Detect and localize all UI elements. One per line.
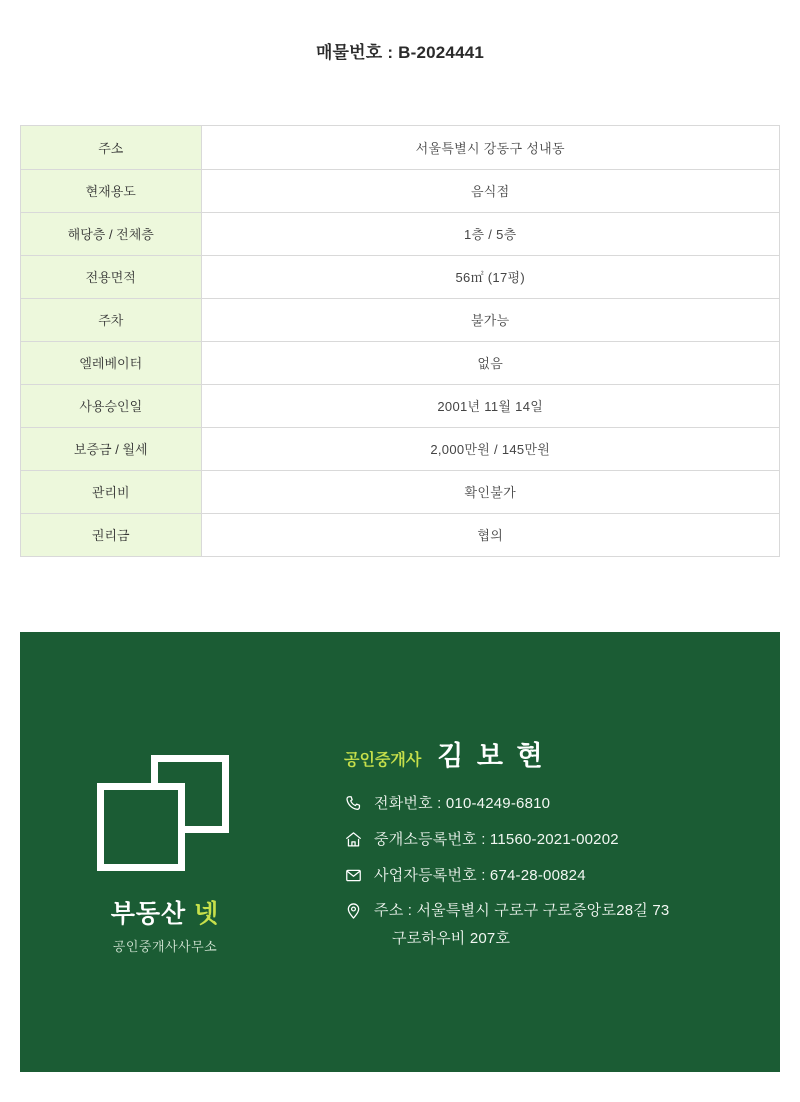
contact-row-office-registration (344, 829, 780, 851)
location-pin-icon (344, 900, 374, 920)
agent-card (20, 632, 780, 1072)
spec-value-floor: 1층 / 5층 (201, 212, 780, 255)
agent-name-row (344, 734, 780, 773)
logo-square-front (97, 783, 185, 871)
contact-phone-text: 전화번호 : 010-4249-6810 (374, 795, 551, 813)
table-row (21, 255, 780, 298)
overlapping-squares-logo-icon (95, 755, 235, 873)
agent-role-label: 공인중개사 (344, 752, 422, 770)
contact-row-address (344, 900, 780, 950)
table-row (21, 427, 780, 470)
spec-value-approval-date: 2001년 11월 14일 (201, 384, 780, 427)
table-row (21, 212, 780, 255)
listing-spec-table (20, 125, 780, 557)
spec-value-premium: 협의 (201, 513, 780, 556)
spec-label-elevator: 엘레베이터 (21, 341, 201, 384)
spec-value-maintenance-fee: 확인불가 (201, 470, 780, 513)
spec-label-premium: 권리금 (21, 513, 201, 556)
table-row (21, 341, 780, 384)
spec-label-floor: 해당층 / 전체층 (21, 212, 201, 255)
table-row (21, 470, 780, 513)
agent-name: 김 보 현 (437, 741, 546, 772)
spec-value-deposit-rent: 2,000만원 / 145만원 (201, 427, 780, 470)
spec-label-maintenance-fee: 관리비 (21, 470, 201, 513)
spec-label-current-use: 현재용도 (21, 169, 201, 212)
spec-value-address: 서울특별시 강동구 성내동 (201, 126, 780, 169)
home-icon (344, 829, 374, 849)
spec-value-parking: 불가능 (201, 298, 780, 341)
brand-name-accent: 넷 (194, 900, 220, 928)
spec-label-approval-date: 사용승인일 (21, 384, 201, 427)
table-row (21, 126, 780, 169)
spec-label-parking: 주차 (21, 298, 201, 341)
contact-address-line2: 구로하우비 207호 (392, 930, 511, 948)
spec-label-deposit-rent: 보증금 / 월세 (21, 427, 201, 470)
brand-block (20, 749, 310, 955)
spec-label-address: 주소 (21, 126, 201, 169)
envelope-icon (344, 865, 374, 885)
contact-address-line1: 주소 : 서울특별시 구로구 구로중앙로28길 73 (374, 902, 670, 920)
contact-row-business-registration (344, 865, 780, 887)
brand-subtitle: 공인중개사사무소 (112, 939, 218, 954)
contact-business-registration-text: 사업자등록번호 : 674-28-00824 (374, 866, 586, 884)
contact-row-phone (344, 793, 780, 815)
table-row (21, 169, 780, 212)
brand-name (111, 899, 220, 929)
agent-info-block (310, 734, 780, 970)
spec-value-exclusive-area: 56㎡ (17평) (201, 255, 780, 298)
spec-value-elevator: 없음 (201, 341, 780, 384)
table-row (21, 384, 780, 427)
page-title: 매물번호 : B-2024441 (315, 43, 485, 62)
phone-icon (344, 793, 374, 813)
spec-label-exclusive-area: 전용면적 (21, 255, 201, 298)
brand-name-main: 부동산 (110, 900, 187, 928)
table-row (21, 513, 780, 556)
table-row (21, 298, 780, 341)
contact-address-text (374, 900, 669, 950)
contact-office-registration-text: 중개소등록번호 : 11560-2021-00202 (374, 830, 619, 848)
spec-value-current-use: 음식점 (201, 169, 780, 212)
